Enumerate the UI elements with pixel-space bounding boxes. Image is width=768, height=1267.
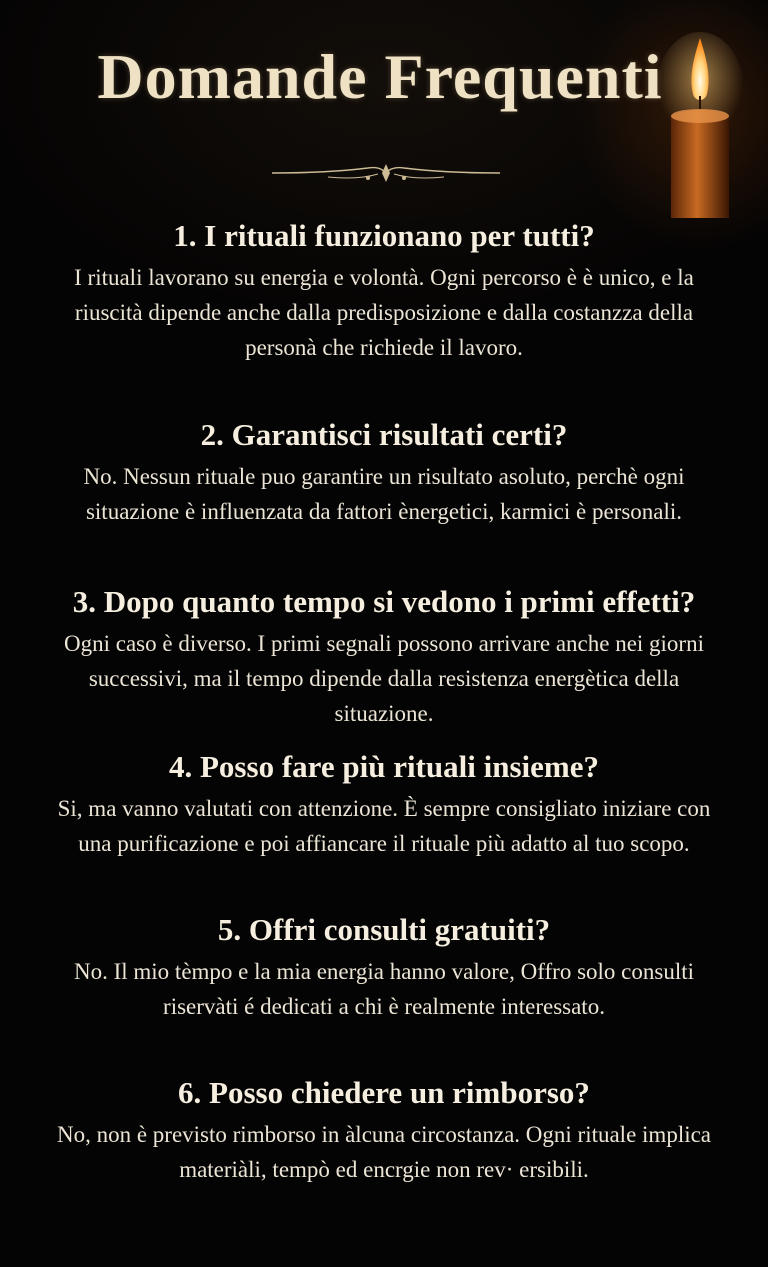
faq-question: 4. Posso fare più rituali insieme? <box>169 749 599 784</box>
faq-question: 3. Dopo quanto tempo si vedono i primi effetti? <box>72 584 696 619</box>
faq-answer: Si, ma vanno valutati con attenzione. È sempre consigliato iniziare con una purificazione e poi affiancare il rituale più adatto al tuo scopo. <box>57 796 711 856</box>
faq-question: 6. Posso chiedere un rimborso? <box>178 1075 590 1110</box>
faq-answer: Ogni caso è diverso. I primi segnali possono arrivare anche nei giorni successivi, ma il tempo dipende dalla resistenza energètica della situazione. <box>64 631 704 726</box>
faq-item-1 <box>0 218 768 365</box>
faq-question: 2. Garantisci risultati certi? <box>200 417 568 452</box>
faq-item-4 <box>0 749 768 861</box>
faq-answer: I rituali lavorano su energia e volontà. Ogni percorso è è unico, e la riuscità dipende anche dalla predisposizione e dalla costanzza della personà che richiede il lavoro. <box>74 265 694 360</box>
faq-item-5 <box>0 912 768 1024</box>
faq-question: 1. I rituali funzionano per tutti? <box>173 218 595 253</box>
page-title: Domande Frequenti <box>97 41 663 112</box>
faq-item-6 <box>0 1075 768 1187</box>
faq-answer: No, non è previsto rimborso in àlcuna circostanza. Ogni rituale implica materiàli, tempò ed encrgie non rev· ersibili. <box>56 1122 712 1182</box>
faq-question: 5. Offri consulti gratuiti? <box>217 912 551 947</box>
divider-flourish-icon <box>268 160 504 186</box>
faq-answer: No. Il mio tèmpo e la mia energia hanno valore, Offro solo consulti riservàti é dedicati a chi è realmente interessato. <box>73 959 694 1019</box>
faq-answer: No. Nessun rituale puo garantire un risultato asoluto, perchè ogni situazione è influenzata da fattori ènergetici, karmici è personali. <box>83 464 685 524</box>
faq-item-3 <box>0 584 768 731</box>
faq-item-2 <box>0 417 768 529</box>
